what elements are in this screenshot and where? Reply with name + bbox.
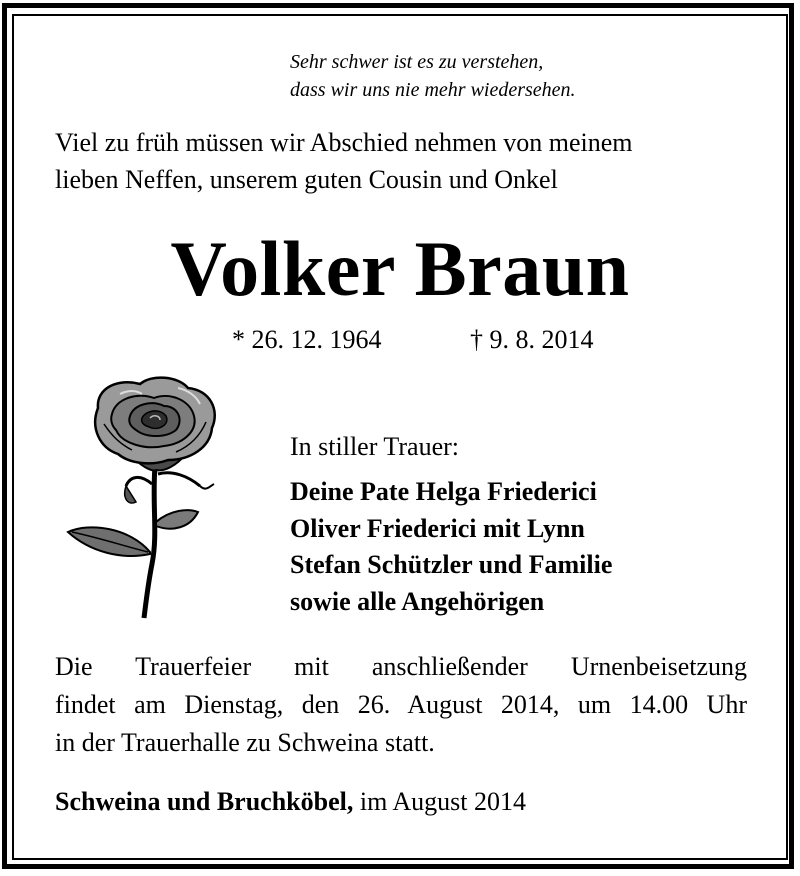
intro-line-2: lieben Neffen, unserem guten Cousin und Onkel — [55, 165, 558, 194]
closing-line — [55, 784, 526, 820]
closing-places: Schweina und Bruchköbel, — [55, 787, 354, 816]
funeral-notice — [55, 648, 747, 762]
mourner-item: sowie alle Angehörigen — [290, 586, 545, 616]
death-date: † 9. 8. 2014 — [470, 325, 594, 354]
motto — [290, 48, 576, 104]
mourner-item: Deine Pate Helga Friederici — [290, 477, 597, 506]
mourners-list — [290, 474, 612, 620]
mourning-label: In stiller Trauer: — [290, 432, 459, 461]
intro-text — [55, 124, 755, 198]
funeral-line-2: findet am Dienstag, den 26. August 2014, um 14.00 Uhr — [55, 690, 747, 719]
motto-line-1: Sehr schwer ist es zu verstehen, — [290, 51, 544, 73]
deceased-name: Volker Braun — [170, 225, 630, 312]
motto-line-2: dass wir uns nie mehr wiedersehen. — [290, 79, 576, 101]
birth-date: * 26. 12. 1964 — [232, 325, 382, 354]
rose-icon — [60, 374, 230, 620]
closing-date: im August 2014 — [359, 787, 527, 816]
intro-line-1: Viel zu früh müssen wir Abschied nehmen von meinem — [55, 128, 633, 157]
funeral-line-1: Die Trauerfeier mit anschließender Urnenbeisetzung — [55, 652, 747, 681]
funeral-line-3: in der Trauerhalle zu Schweina statt. — [55, 728, 435, 757]
mourner-item: Stefan Schützler und Familie — [290, 550, 613, 579]
mourner-item: Oliver Friederici mit Lynn — [290, 513, 585, 543]
